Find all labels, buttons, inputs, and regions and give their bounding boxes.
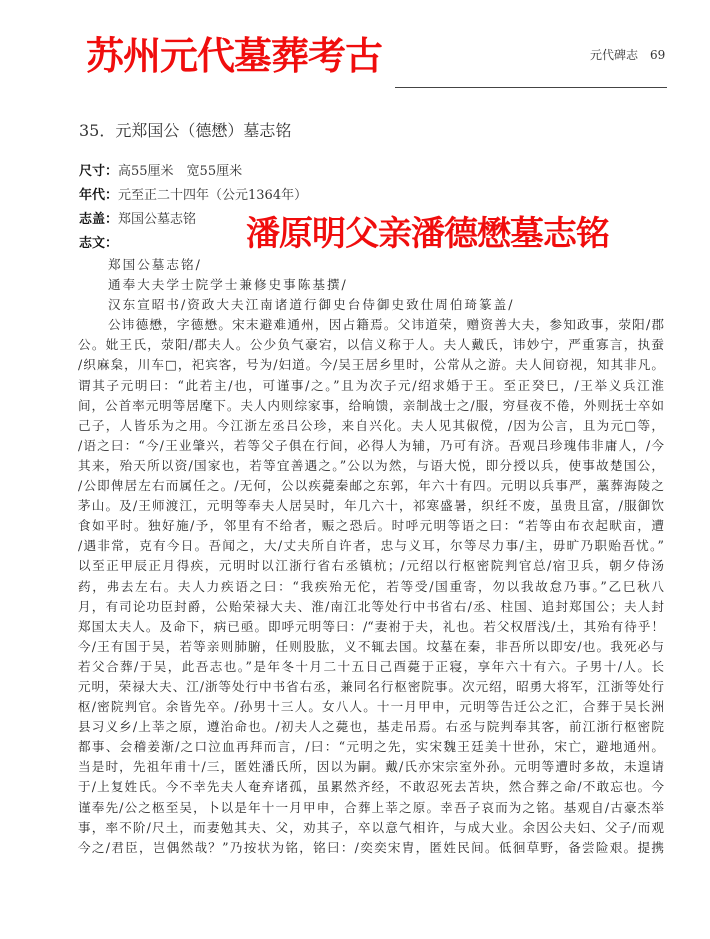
text-line: /语之曰：“今/王业肇兴，若等父子俱在行间，必得人为辅，乃可有济。吾观吕珍瑰伟非庸人，/今 bbox=[78, 437, 664, 453]
overlay-subtitle-banner: 潘原明父亲潘德懋墓志铭 bbox=[246, 214, 609, 254]
meta-value: 元至正二十四年（公元1364年） bbox=[118, 188, 308, 203]
text-line: 以至正甲辰正月得疾，元明时以江浙行省右丞镇杭；/元绍以行枢密院判官总/宿卫兵，朝夕侍汤 bbox=[78, 558, 664, 574]
overlay-title-banner: 苏州元代墓葬考古 bbox=[86, 34, 383, 78]
text-line: 月，有司论功臣封爵，公贻荣禄大夫、淮/南江北等处行中书省右/丞、柱国、追封郑国公；夫人封 bbox=[78, 598, 664, 614]
text-line: 都事、会稽姜渐/之口泣血再拜而言，/曰：“元明之先，实宋魏王廷美十世孙，宋亡，避地通州。 bbox=[78, 739, 664, 755]
meta-label: 志文： bbox=[79, 236, 119, 251]
text-line: 食如平时。独好施/予，邻里有不给者，赈之恐后。时呼元明等语之曰：“若等由布衣起畎亩，遭 bbox=[78, 518, 664, 534]
meta-label: 志盖： bbox=[79, 212, 119, 227]
text-line: /公即俾居左右而属任之。/无何，公以疾薨秦邮之东郭，年六十有四。元明以兵事严，藁葬海陵之 bbox=[78, 478, 664, 494]
text-line: /织麻枲，川车□，祀宾客，号为/妇道。今/吴王居乡里时，公常从之游。夫人间窃视，知其非凡。 bbox=[78, 357, 664, 373]
text-line: 公。妣王氏，荥阳/郡夫人。公少负气豪宕，以信义称于人。夫人戴氏，讳妙宁，严重寡言，执蚕 bbox=[78, 337, 664, 353]
text-line: 通奉大夫学士院学士兼修史事陈基撰/ bbox=[108, 277, 348, 293]
text-line: 公讳德懋，字德懋。宋末避难通州，因占籍焉。父讳道荣，赠资善大夫，参知政事，荥阳/郡 bbox=[108, 317, 664, 333]
text-line: 茅山。及/王师渡江，元明等奉夫人居吴时，年几六十，祁寒盛暑，织纴不废，虽贵且富，/服御饮 bbox=[78, 498, 664, 514]
text-line: 谓其子元明曰：“此若主/也，可谨事/之。”且为次子元/绍求婚于王。至正癸巳，/王举义兵江淮 bbox=[78, 377, 664, 393]
running-header-section: 元代碑志 bbox=[590, 48, 639, 62]
page-number: 69 bbox=[650, 48, 666, 62]
meta-size bbox=[79, 160, 242, 179]
meta-text-label bbox=[79, 232, 118, 251]
text-line: 谨奉先/公之柩至吴，卜以是年十一月甲申，合葬上莘之原。幸吾子哀而为之铭。基观自/古豪杰举 bbox=[78, 799, 664, 815]
text-line: 汉东宣昭书/资政大夫江南诸道行御史台侍御史致仕周伯琦篆盖/ bbox=[108, 297, 515, 313]
text-line: 今/王有国于吴，若等亲则肺腑，任则股肱，义不辄去国。坟墓在秦，非吾所以即安/也。我死必与 bbox=[78, 638, 664, 654]
meta-value: 郑国公墓志铭 bbox=[118, 212, 197, 227]
text-line: 当是时，先祖年甫十/三，匿姓潘氏所，因以为嗣。戴/氏亦宋宗室外孙。元明等遭时多故，未遑请 bbox=[78, 759, 664, 775]
text-line: 药，弗去左右。夫人力疾语之曰：“我疾殆无佗，若等受/国重寄，勿以我故怠乃事。”乙巳秋八 bbox=[78, 578, 664, 594]
text-line: 若父合葬/于吴，此吾志也。”是年冬十月二十五日己酉薨于正寝，享年六十有六。子男十/人。长 bbox=[78, 658, 664, 674]
meta-value: 高55厘米 宽55厘米 bbox=[118, 164, 243, 179]
meta-cover bbox=[79, 208, 196, 227]
header-rule bbox=[395, 87, 667, 88]
running-header bbox=[590, 46, 665, 63]
text-line: 郑国公墓志铭/ bbox=[108, 257, 202, 272]
meta-label: 尺寸： bbox=[79, 164, 119, 179]
text-line: 郑国太夫人。及命下，病已亟。即呼元明等曰：/“妻祔于夫，礼也。若父权厝浅/土，其殆有待乎！ bbox=[78, 618, 664, 634]
epitaph-text bbox=[78, 255, 664, 858]
text-line: 枢/密院判官。余皆先卒。/孙男十三人。女八人。十一月甲申，元明等告迁公之汇，合葬于吴长洲 bbox=[78, 699, 664, 715]
text-line: 间，公首率元明等居麾下。夫人内则综家事，给晌馈，亲制战士之/服，穷昼夜不倦，外则抚士卒如 bbox=[78, 397, 664, 413]
meta-label: 年代： bbox=[79, 188, 119, 203]
text-line: 今之/君臣，岂偶然哉？”乃按状为铭，铭曰：/奕奕宋胄，匿姓民间。低徊草野，备尝险艰。提携 bbox=[78, 839, 664, 855]
text-line: 元明，荣禄大夫、江/浙等处行中书省右丞，兼同名行枢密院事。次元绍，昭勇大将军，江浙等处行 bbox=[78, 678, 664, 694]
text-line: 己子，人皆乐为之用。今江浙左丞吕公珍，来自兴化。夫人见其俶傥，/因为公言，且为元□等， bbox=[78, 417, 664, 433]
text-line: 于/上复姓氏。今不幸先夫人奄弃诸孤，虽累然齐经，不敢忍死去苫块，然合葬之命/不敢忘也。今 bbox=[78, 779, 664, 795]
entry-title: 35．元郑国公（德懋）墓志铭 bbox=[79, 121, 292, 140]
meta-date bbox=[79, 184, 307, 203]
text-line: 事，率不阶/尺土，而妻勉其夫、父，劝其子，卒以意气相许，与成大业。余因公夫妇、父子/而观 bbox=[78, 819, 664, 835]
text-line: /遇非常，克有今日。吾闻之，大/丈夫所自许者，忠与义耳，尔等尽力事/主，毋旷乃职贻吾忧。” bbox=[78, 538, 664, 554]
text-line: 县习义乡/上莘之原，遵治命也。/初夫人之薨也，基走吊焉。右丞与院判奉其客，前江浙行枢密院 bbox=[78, 719, 664, 735]
text-line: 其来，殆天所以资/国家也，若等宜善遇之。”公以为然，与语大悦，即分授以兵，使事故楚国公， bbox=[78, 457, 664, 473]
